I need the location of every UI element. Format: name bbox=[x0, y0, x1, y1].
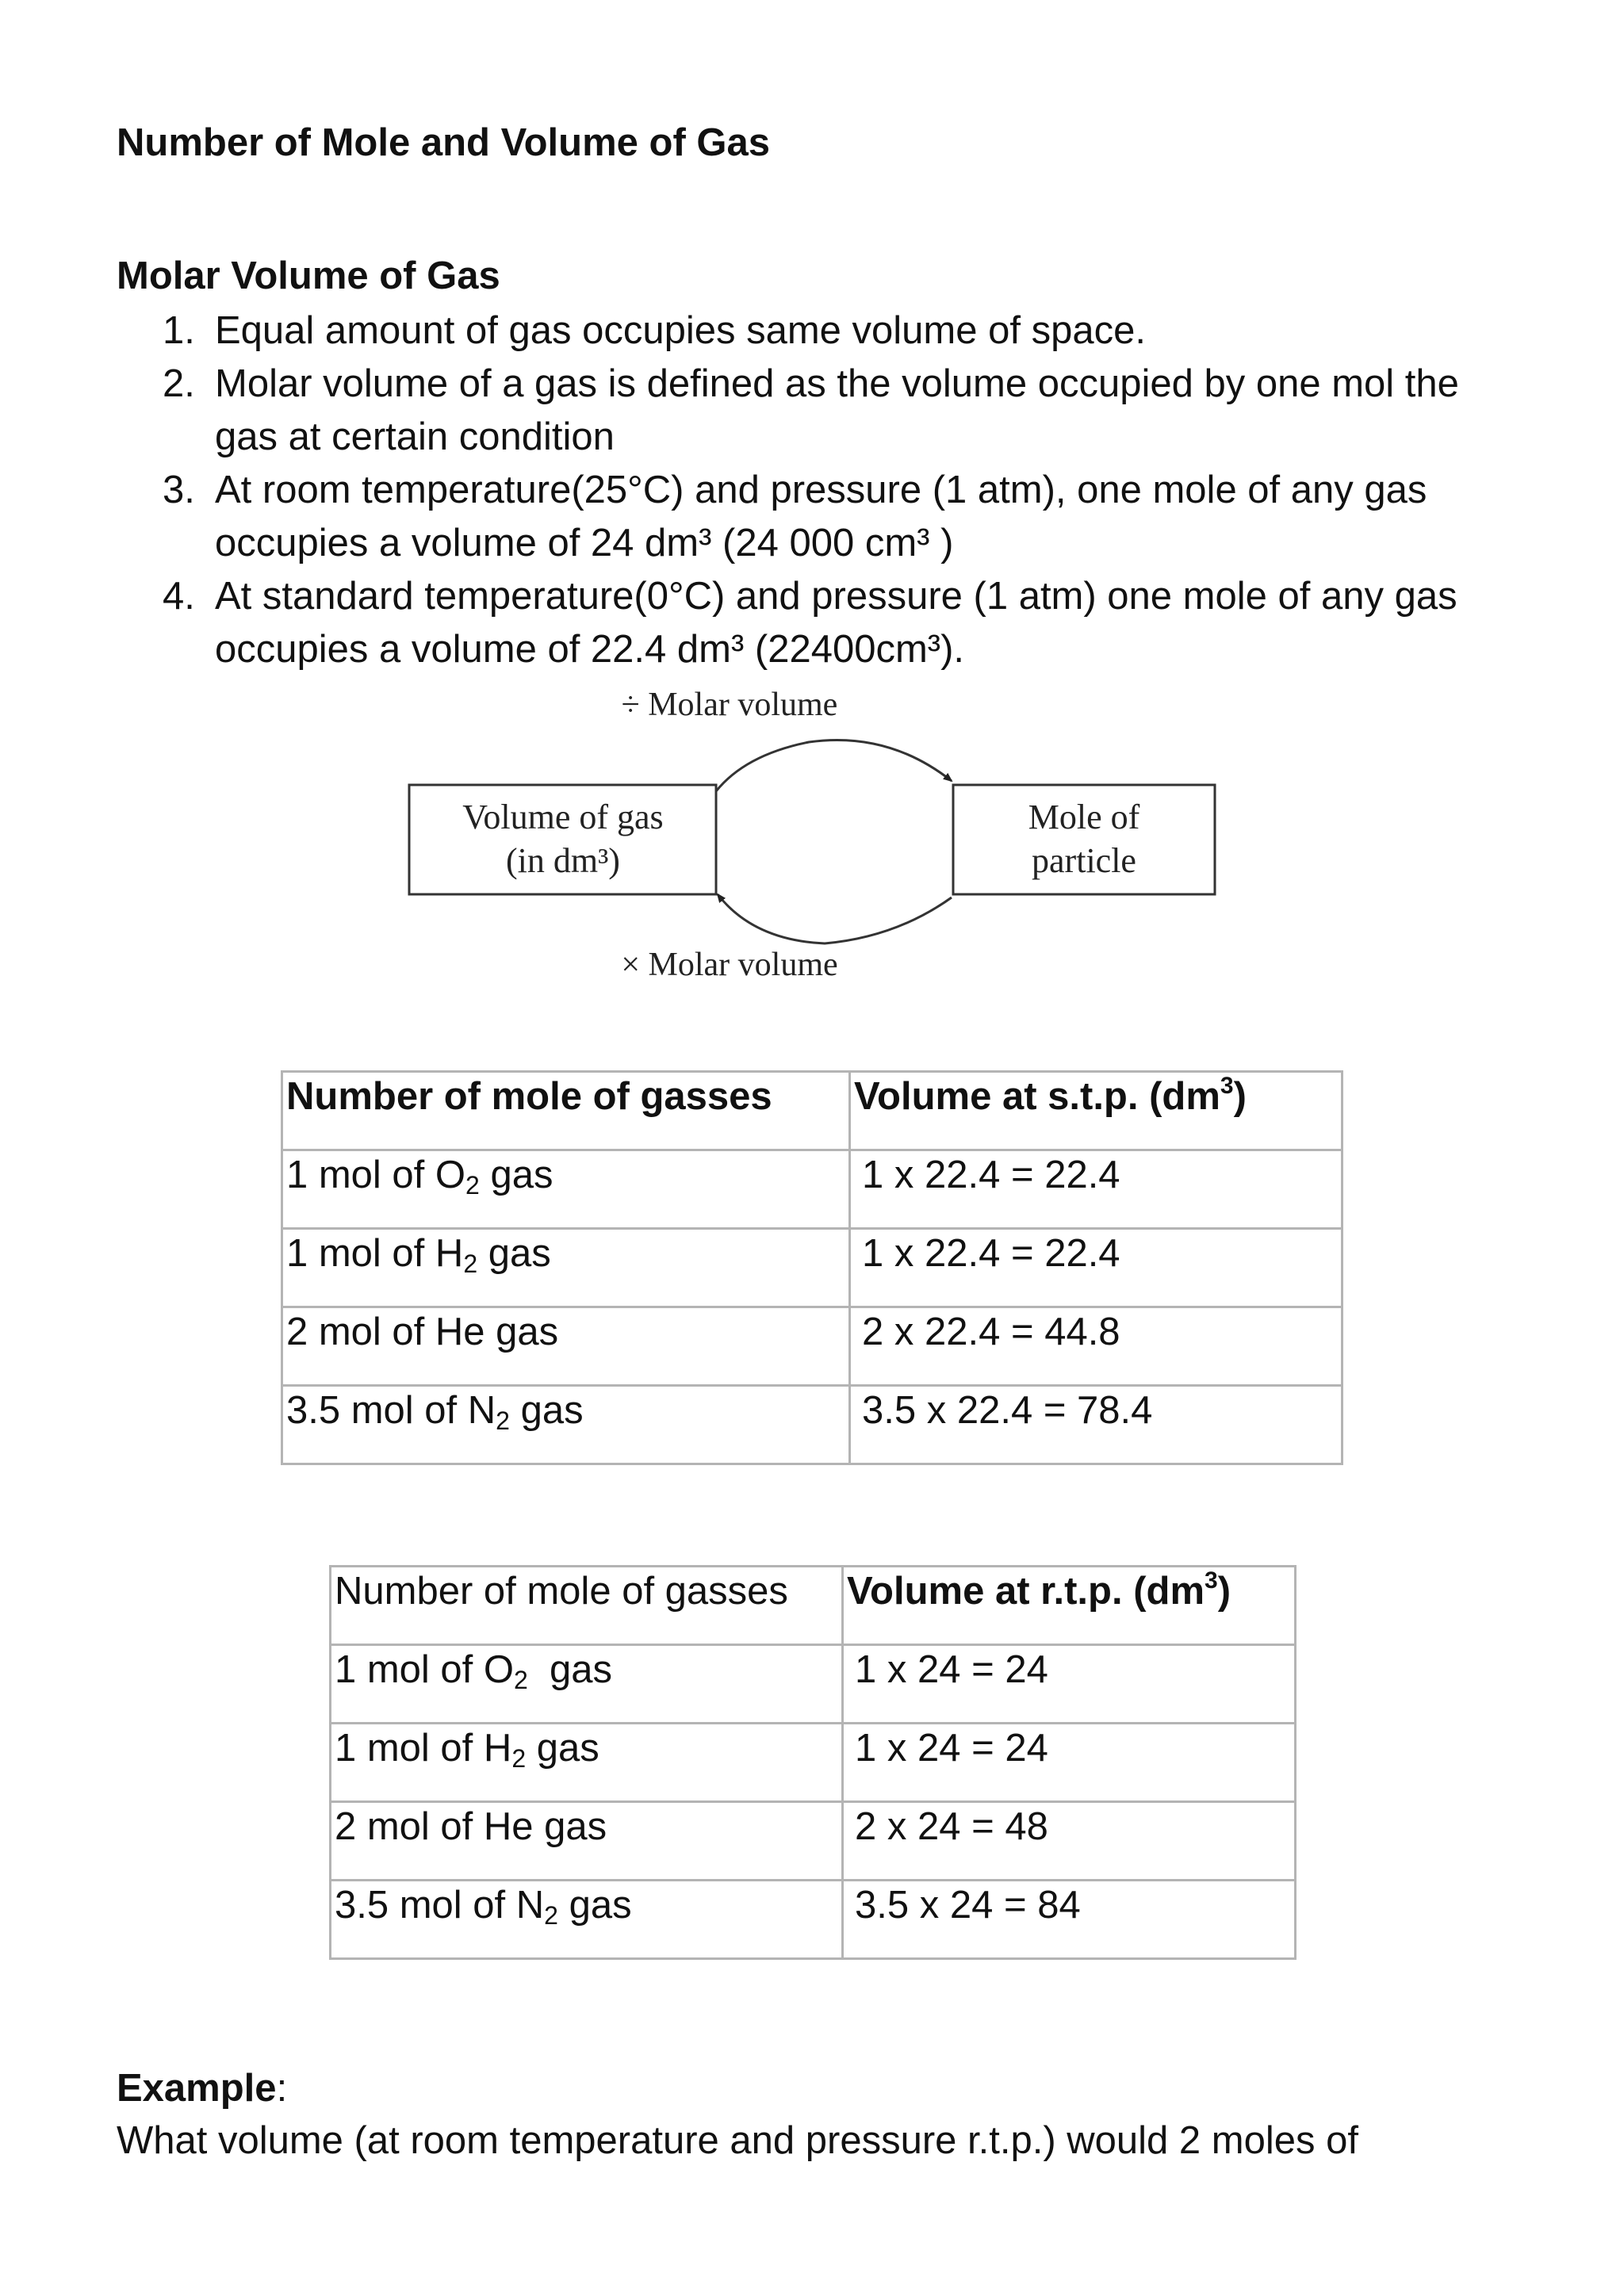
points-list bbox=[163, 304, 1526, 676]
table-row bbox=[282, 1229, 1342, 1307]
table-row bbox=[331, 1645, 1296, 1724]
column-header-volume: Volume at r.t.p. $(dm^3)$ bbox=[843, 1567, 1296, 1645]
column-header-moles: Number of mole of gasses bbox=[282, 1072, 850, 1150]
table-row bbox=[282, 1386, 1342, 1464]
volume-box-line2: (in dm³) bbox=[506, 841, 620, 880]
moles-cell: 2 mol of He gas bbox=[331, 1802, 843, 1881]
column-header-moles: Number of mole of gasses bbox=[331, 1567, 843, 1645]
moles-cell: 1 mol of $O_2$ gas bbox=[331, 1645, 843, 1724]
moles-cell: 1 mol of $O_2$ gas bbox=[282, 1150, 850, 1229]
table-row bbox=[331, 1724, 1296, 1802]
example-question: What volume (at room temperature and pressure r.t.p.) would 2 moles of bbox=[117, 2119, 1358, 2162]
volume-cell: 1 x 24 = 24 bbox=[843, 1724, 1296, 1802]
list-item-text: Molar volume of a gas is defined as the volume occupied by one mol the gas at certain condition bbox=[215, 362, 1459, 458]
list-item-number: 3. bbox=[163, 469, 195, 511]
table-row bbox=[282, 1307, 1342, 1386]
list-item-number: 4. bbox=[163, 575, 195, 618]
moles-cell: 2 mol of He gas bbox=[282, 1307, 850, 1386]
table-row bbox=[331, 1802, 1296, 1881]
moles-cell: 1 mol of $H_2$ gas bbox=[331, 1724, 843, 1802]
rtp-volume-table bbox=[329, 1565, 1297, 1960]
list-item-text: At standard temperature(0°C) and pressure (1 atm) one mole of any gas occupies a volume of 22.4 dm³ (22400cm³). bbox=[215, 575, 1457, 671]
example-heading: Example: bbox=[117, 2067, 288, 2110]
volume-box-line1: Volume of gas bbox=[462, 798, 664, 836]
moles-cell: 3.5 mol of $N_2$ gas bbox=[282, 1386, 850, 1464]
section-title: Molar Volume of Gas bbox=[117, 254, 500, 297]
table-row bbox=[331, 1881, 1296, 1959]
volume-cell: 2 x 24 = 48 bbox=[843, 1802, 1296, 1881]
multiply-label: × Molar volume bbox=[621, 947, 838, 983]
stp-volume-table bbox=[281, 1070, 1343, 1465]
mole-box-line1: Mole of bbox=[1028, 798, 1140, 836]
molar-volume-diagram bbox=[396, 682, 1237, 999]
list-item bbox=[163, 304, 1526, 358]
list-item-number: 2. bbox=[163, 362, 195, 405]
multiply-arrow bbox=[718, 894, 952, 943]
page-title: Number of Mole and Volume of Gas bbox=[117, 121, 771, 164]
volume-cell: 1 x 22.4 = 22.4 bbox=[850, 1150, 1342, 1229]
volume-cell: 3.5 x 24 = 84 bbox=[843, 1881, 1296, 1959]
list-item-text: Equal amount of gas occupies same volume of space. bbox=[215, 309, 1146, 352]
volume-cell: 3.5 x 22.4 = 78.4 bbox=[850, 1386, 1342, 1464]
list-item-text: At room temperature(25°C) and pressure (1 atm), one mole of any gas occupies a volume of 24 dm³ (24 000 cm³ ) bbox=[215, 469, 1427, 564]
table-header-row bbox=[282, 1072, 1342, 1150]
moles-cell: 3.5 mol of $N_2$ gas bbox=[331, 1881, 843, 1959]
list-item-number: 1. bbox=[163, 309, 195, 352]
table-header-row bbox=[331, 1567, 1296, 1645]
divide-arrow bbox=[716, 740, 952, 791]
table-row bbox=[282, 1150, 1342, 1229]
list-item bbox=[163, 570, 1526, 676]
volume-cell: 1 x 22.4 = 22.4 bbox=[850, 1229, 1342, 1307]
moles-cell: 1 mol of $H_2$ gas bbox=[282, 1229, 850, 1307]
list-item bbox=[163, 464, 1526, 570]
volume-cell: 2 x 22.4 = 44.8 bbox=[850, 1307, 1342, 1386]
mole-box-line2: particle bbox=[1032, 841, 1136, 880]
list-item bbox=[163, 358, 1526, 464]
volume-cell: 1 x 24 = 24 bbox=[843, 1645, 1296, 1724]
divide-label: ÷ Molar volume bbox=[621, 687, 838, 723]
column-header-volume: Volume at s.t.p. $(dm^3)$ bbox=[850, 1072, 1342, 1150]
